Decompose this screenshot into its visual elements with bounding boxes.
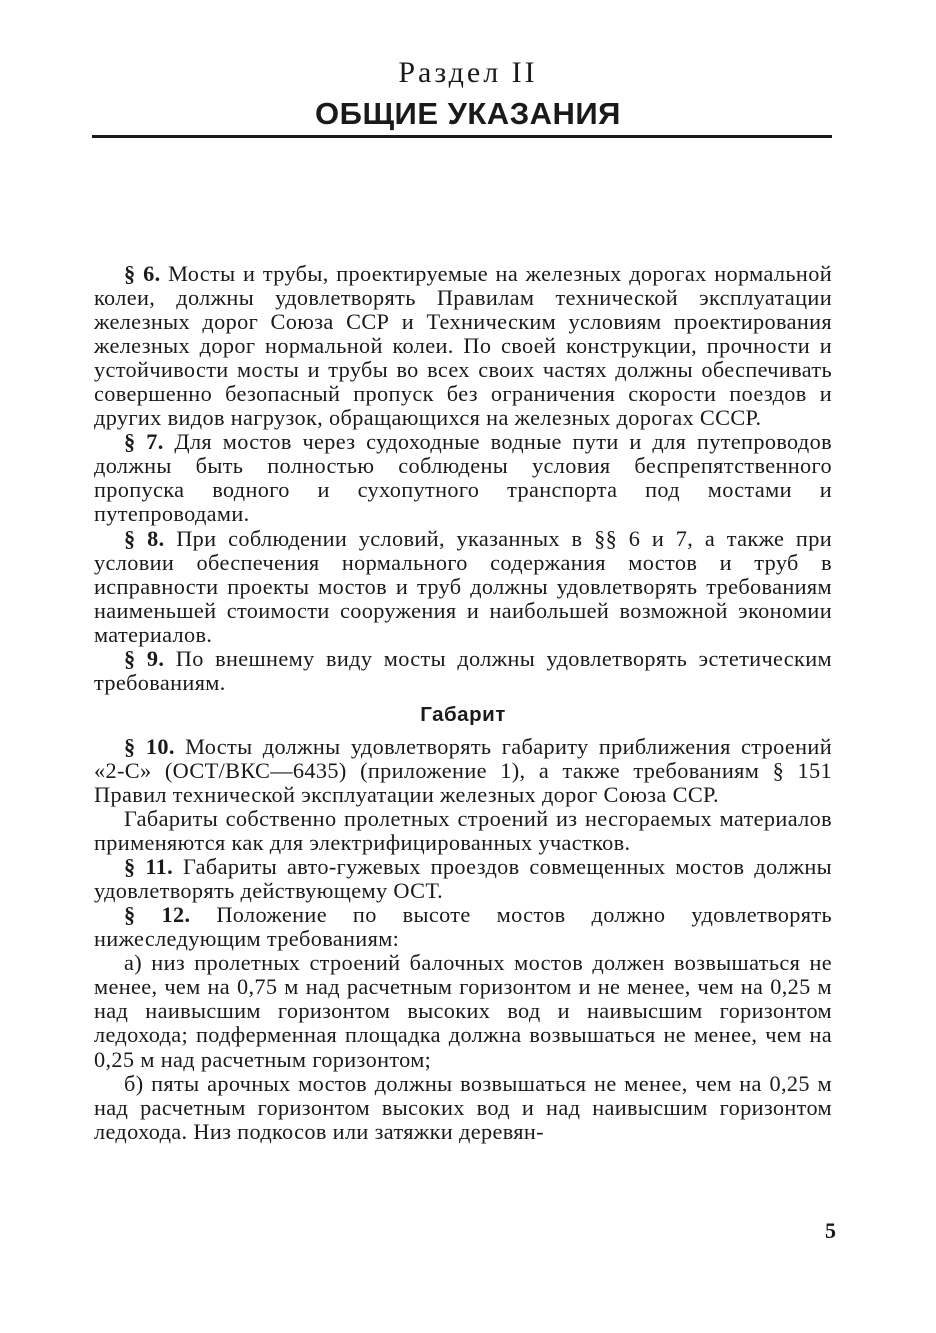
section-label: Раздел II — [398, 56, 538, 89]
paragraph-10 — [94, 735, 832, 807]
paragraph-text: При соблюдении условий, указанных в §§ 6 и 7, а также при условии обеспечения нормального содержания мостов и труб в исправности проекты мостов и труб должны удовлетворять требованиям наименьшей стоимости сооружения и наибольшей возможной экономии материалов. — [94, 525, 832, 647]
page-number: 5 — [825, 1218, 836, 1243]
paragraph-number: § 11. — [124, 854, 174, 880]
paragraph-number: § 7. — [124, 429, 164, 455]
paragraph-11 — [94, 855, 832, 903]
body-text — [94, 262, 832, 1144]
paragraph-text: По внешнему виду мосты должны удовлетворять эстетическим требованиям. — [94, 645, 832, 695]
title-rule — [92, 135, 832, 138]
paragraph-number: § 6. — [124, 261, 161, 286]
paragraph-number: § 10. — [124, 733, 175, 759]
paragraph-number: § 8. — [124, 525, 165, 551]
subheading-gabarit: Габарит — [420, 702, 506, 726]
paragraph-10-cont: Габариты собственно пролетных строений из несгораемых материалов применяются как для электрифицированных участков. — [94, 806, 832, 856]
paragraph-12b: б) пяты арочных мостов должны возвышаться не менее, чем на 0,25 м над расчетным горизонтом высоких вод и над наивысшим горизонтом ледохода. Низ подкосов или затяжки деревян- — [94, 1070, 832, 1144]
paragraph-12 — [94, 903, 832, 951]
paragraph-7 — [94, 430, 832, 526]
paragraph-8 — [94, 527, 832, 647]
paragraph-9 — [94, 647, 832, 695]
paragraph-12a: а) низ пролетных строений балочных мостов должен возвышаться не менее, чем на 0,75 м над расчетным горизонтом и не менее, чем на 0,25 м над наивысшим горизонтом высоких вод и наивысшим горизонтом ледохода; подферменная площадка должна возвышаться не менее, чем на 0,25 м над расчетным горизонтом; — [94, 950, 832, 1072]
paragraph-text: Габариты авто-гужевых проездов совмещенных мостов должны удовлетворять действующему ОСТ. — [94, 854, 832, 904]
paragraph-text: Мосты должны удовлетворять габариту приближения строений «2-С» (ОСТ/ВКС—6435) (приложение 1), а также требованиям § 151 Правил технической эксплуатации железных дорог Союза ССР. — [94, 733, 832, 807]
paragraph-text: Положение по высоте мостов должно удовлетворять нижеследующим требованиям: — [94, 902, 833, 952]
paragraph-text: Мосты и трубы, проектируемые на железных дорогах нормальной колеи, должны удовлетворять Правилам технической эксплуатации железных дорог Союза ССР и Техническим условиям проектирования железных дорог нормальной колеи. По своей конструкции, прочности и устойчивости мосты и трубы во всех своих частях должны обеспечивать совершенно безопасный пропуск без ограничения скорости поездов и других видов нагрузок, обращающихся на железных дорогах СССР. — [94, 261, 832, 431]
paragraph-text: Для мостов через судоходные водные пути и для путепроводов должны быть полностью соблюдены условия беспрепятственного пропуска водного и сухопутного транспорта под мостами и путепроводами. — [94, 429, 832, 527]
paragraph-number: § 12. — [124, 902, 191, 928]
paragraph-6 — [94, 262, 832, 430]
paragraph-number: § 9. — [124, 645, 165, 671]
section-title: ОБЩИЕ УКАЗАНИЯ — [315, 96, 621, 131]
